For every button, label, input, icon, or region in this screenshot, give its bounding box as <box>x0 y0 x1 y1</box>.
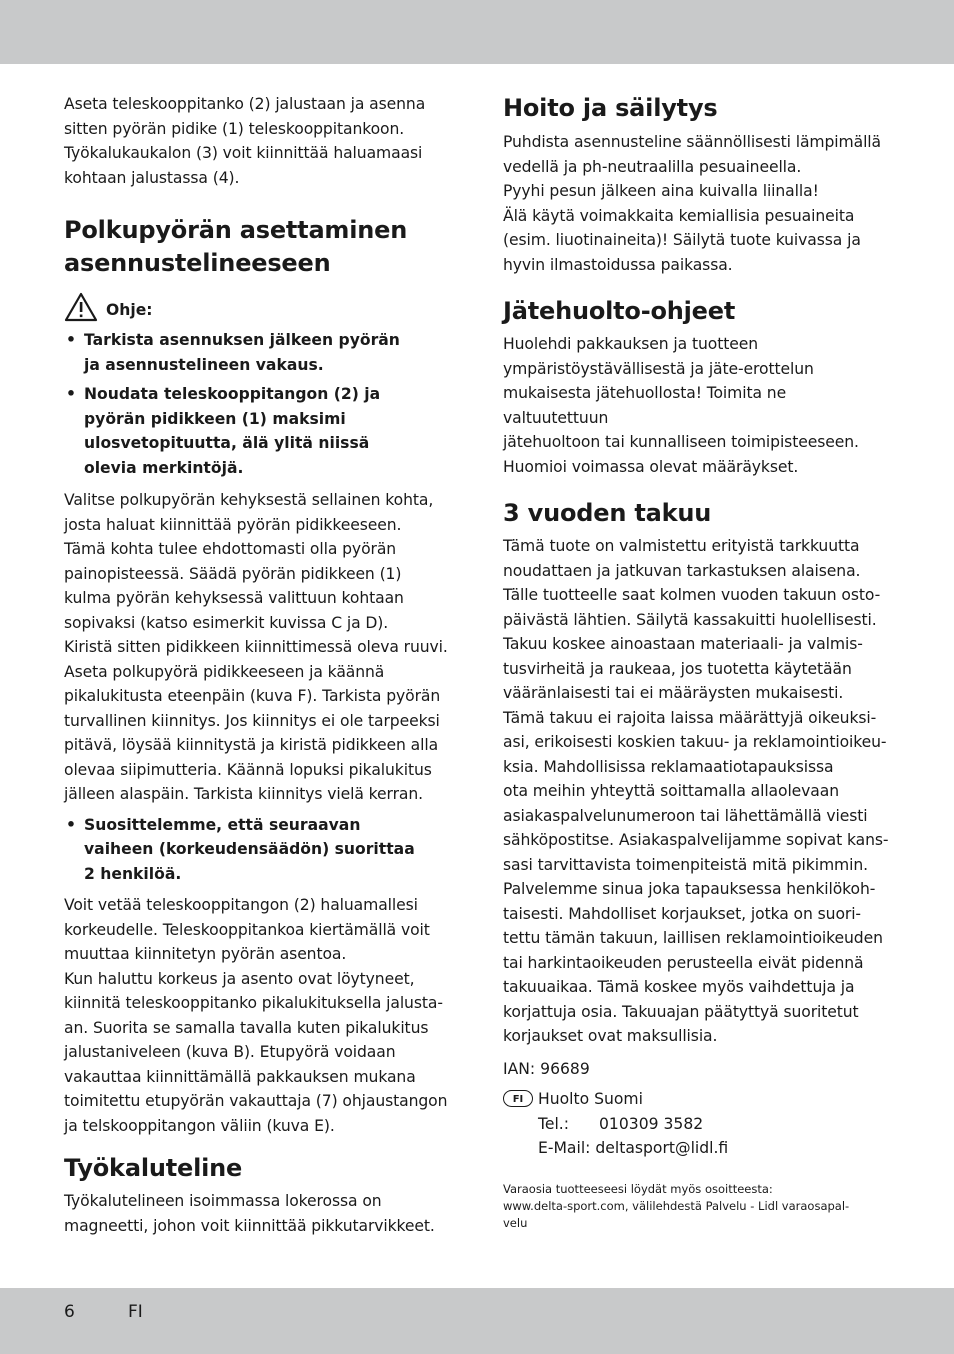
bullet-icon: • <box>66 331 76 349</box>
list-item <box>64 813 456 887</box>
warning-icon <box>64 292 98 322</box>
section-heading-tool-holder: Työkaluteline <box>64 1154 243 1182</box>
left-column <box>64 92 456 1238</box>
footer-bar <box>0 1288 954 1354</box>
tool-holder-paragraph: Työkalutelineen isoimmassa lokerossa on magneetti, johon voit kiinnittää pikkutarvikkeet. <box>64 1192 435 1235</box>
section-heading-disposal: Jätehuolto-ohjeet <box>503 297 736 325</box>
height-paragraph: Voit vetää teleskooppitangon (2) haluamallesi korkeudelle. Teleskooppitankoa kiertämällä voit muuttaa kiinnitetyn pyörän asentoa. Kun haluttu korkeus ja asento ovat löytyneet, kiinnitä teleskooppitanko pikalukituksella jalusta- an. Suorita se samalla tavalla kuten pikalukitus jalustaniveleen (kuva B). Etupyörä voidaan vakauttaa kiinnittämällä pakkauksen mukana toimitettu etupyörän vakauttaja (7) ohjaustangon ja telskooppitangon väliin (kuva E). <box>64 896 448 1135</box>
tel-row <box>538 1112 895 1137</box>
list-item <box>64 328 456 377</box>
section-heading-mounting: Polkupyörän asettaminen asennustelineeseen <box>64 216 408 277</box>
warranty-paragraph: Tämä tuote on valmistettu erityistä tarkkuutta noudattaen ja jatkuvan tarkastuksen alaisena. Tälle tuotteelle saat kolmen vuoden takuun osto- päivästä lähtien. Säilytä kassakuitti huolellisesti. Takuu koskee ainoastaan materiaali- ja valmis- tusvirheitä ja raukeaa, jos tuotetta käytetään vääränlaisesti tai ei määräysten mukaisesti. Tämä takuu ei rajoita laissa määrättyjä oikeuksi- asi, erikoisesti koskien takuu- ja reklamointioikeu- ksia. Mahdollisissa reklamaatiotapauksissa ota meihin yhteyttä soittamalla allaolevaan asiakaspalvelunumeroon tai lähettämällä viesti sähköpostitse. Asiakaspalvelijamme sopivat kans- sasi tarvittavista toimenpiteistä mitä pikimmin. Palvelemme sinua joka tapauksessa henkilökoh- taisesti. Mahdolliset korjaukset, jotka on suori- tettu tämän takuun, laillisen reklamointioikeuden tai harkintaoikeuden perusteella eivät pidennä takuuaikaa. Tämä koskee myös vaihdettuja ja korjattuja osia. Takuuajan päätyttyä suoritetut korjaukset ovat maksullisia. <box>503 537 889 1045</box>
email-value: deltasport@lidl.fi <box>595 1139 729 1157</box>
note-block <box>64 290 456 324</box>
list-item-text: Noudata teleskooppitangon (2) ja pyörän pidikkeen (1) maksimi ulosvetopituutta, älä ylitä niissä olevia merkintöjä. <box>84 385 381 477</box>
recommendation-list <box>64 813 456 887</box>
spare-parts-note: Varaosia tuotteeseesi löydät myös osoitteesta: www.delta-sport.com, välilehdestä Palvelu - Lidl varaosapal- velu <box>503 1181 850 1230</box>
list-item-text: Tarkista asennuksen jälkeen pyörän ja asennustelineen vakaus. <box>84 331 400 374</box>
ian-number: IAN: 96689 <box>503 1059 590 1078</box>
email-label: E-Mail: <box>538 1139 591 1157</box>
bullet-icon: • <box>66 815 76 834</box>
mounting-paragraph: Valitse polkupyörän kehyksestä sellainen kohta, josta haluat kiinnittää pyörän pidikkeeseen. Tämä kohta tulee ehdottomasti olla pyörän painopisteessä. Säädä pyörän pidikkeen (1) kulma pyörän kehyksessä valittuun kohtaan sopivaksi (katso esimerkit kuvissa C ja D). Kiristä sitten pidikkeen kiinnittimessä oleva ruuvi. Aseta polkupyörä pidikkeeseen ja käännä pikalukitusta eteenpäin (kuva F). Tarkista pyörän turvallinen kiinnitys. Jos kiinnitys ei ole tarpeeksi pitävä, löysää kiinnitystä ja kiristä pidikkeen alla olevaa siipimutteria. Käännä lopuksi pikalukitus jälleen alaspäin. Tarkista kiinnitys vielä kerran. <box>64 491 448 803</box>
list-item-text: Suosittelemme, että seuraavan vaiheen (korkeudensäädön) suorittaa 2 henkilöä. <box>84 815 415 883</box>
intro-paragraph: Aseta teleskooppitanko (2) jalustaan ja asenna sitten pyörän pidike (1) teleskooppitankoon. Työkalukaukalon (3) voit kiinnittää haluamaasi kohtaan jalustassa (4). <box>64 95 426 187</box>
page-number: 6 <box>64 1302 75 1322</box>
country-badge: FI <box>503 1090 533 1107</box>
list-item <box>64 382 456 480</box>
note-label: Ohje: <box>106 301 153 319</box>
warning-list <box>64 328 456 480</box>
tel-value: 010309 3582 <box>599 1114 704 1133</box>
tel-label: Tel.: <box>538 1114 570 1133</box>
service-name: Huolto Suomi <box>538 1090 643 1108</box>
email-row <box>538 1136 895 1161</box>
disposal-paragraph: Huolehdi pakkauksen ja tuotteen ympäristöystävällisestä ja jäte-erottelun mukaisesta jätehuollosta! Toimita ne valtuutettuun jätehuoltoon tai kunnalliseen toimipisteeseen. Huomioi voimassa olevat määräykset. <box>503 335 859 476</box>
right-column <box>503 92 895 1232</box>
language-code: FI <box>128 1302 143 1322</box>
bullet-icon: • <box>66 385 76 403</box>
service-contact <box>503 1087 895 1161</box>
section-heading-warranty: 3 vuoden takuu <box>503 499 712 527</box>
header-bar <box>0 0 954 64</box>
care-paragraph: Puhdista asennusteline säännöllisesti lämpimällä vedellä ja ph-neutraalilla pesuaineella. Pyyhi pesun jälkeen aina kuivalla liinalla! Älä käytä voimakkaita kemiallisia pesuaineita (esim. liuotinaineita)! Säilytä tuote kuivassa ja hyvin ilmastoidussa paikassa. <box>503 133 881 274</box>
section-heading-care: Hoito ja säilytys <box>503 94 718 122</box>
